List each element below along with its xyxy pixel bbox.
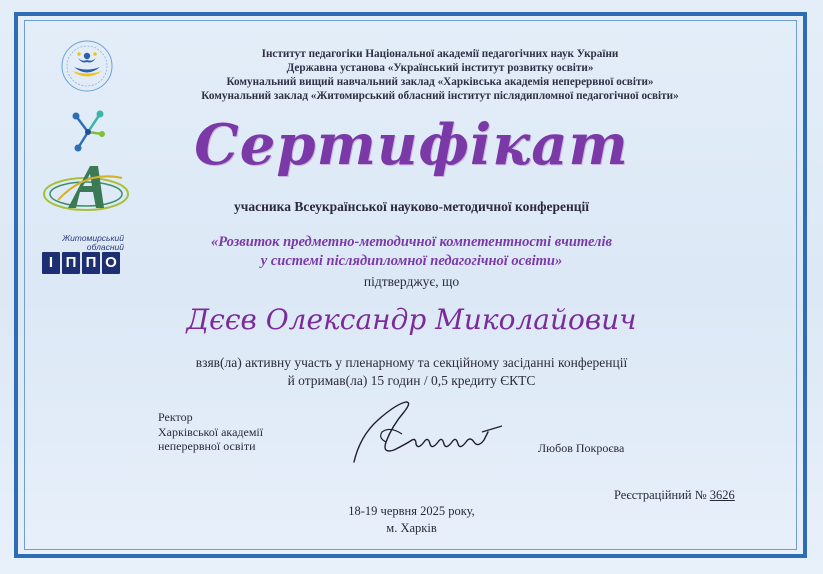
participation-line-1: взяв(ла) активну участь у пленарному та секційному засіданні конференції [195,355,628,370]
institution-line: Комунальний заклад «Житомирський обласний інститут післядипломної педагогічної освіти» [201,90,679,102]
issue-date-place [0,503,823,537]
institution-line: Державна установа «Український інститут розвитку освіти» [286,62,594,74]
conference-line-2: у системі післядипломної педагогічної освіти» [260,253,563,269]
rector-line-1: Ректор [158,410,193,424]
ippo-caption-line-2: обласний [86,242,124,252]
registration-value: 3626 [709,488,735,502]
issue-date: 18-19 червня 2025 року, [348,504,475,518]
ippo-letter-1: І [42,252,60,274]
certificate-title: Сертифікат [194,112,629,178]
ippo-letter-4: О [102,252,120,274]
participation-line-2: й отримав(ла) 15 годин / 0,5 кредиту ЄКТС [287,373,536,388]
participation-text [0,354,823,390]
registration-label: Реєстраційний № [614,488,707,502]
institutions-header [100,47,780,103]
participant-name: Дєєв Олександр Миколайович [186,303,637,336]
conference-name [0,233,823,271]
confirms-text: підтверджує, що [363,274,460,289]
rector-line-2: Харківської академії [158,424,264,439]
ippo-letter-3: П [82,252,100,274]
issue-place: м. Харків [386,521,437,535]
institution-line: Комунальний вищий навчальний заклад «Харківська академія неперервної освіти» [226,76,654,88]
ippo-caption-line-1: Житомирський [62,233,124,243]
registration-number [614,488,735,503]
certificate-subtitle: учасника Всеукраїнської науково-методичної конференції [233,199,590,214]
rector-signature [346,396,506,468]
conference-line-1: «Розвиток предметно-методичної компетентності вчителів [211,234,612,250]
rector-name: Любов Покроєва [538,441,625,455]
rector-title [158,410,263,454]
institution-line: Інститут педагогіки Національної академії педагогічних наук України [261,48,619,60]
ippo-letter-2: П [62,252,80,274]
rector-line-3: неперервної освіти [158,439,256,453]
